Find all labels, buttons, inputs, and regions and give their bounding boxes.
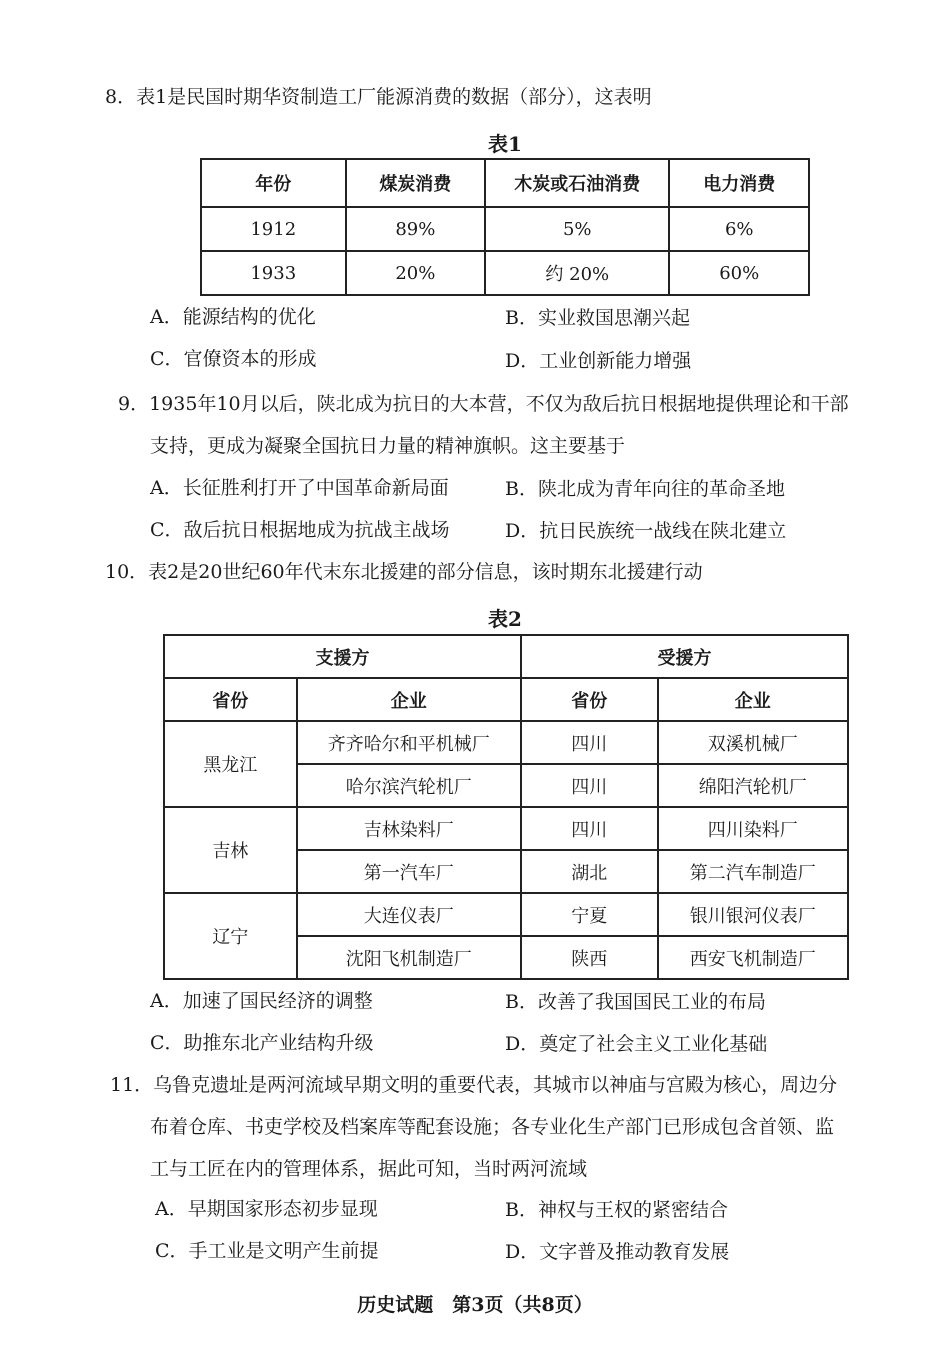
table-cell: 陕西 (521, 936, 658, 979)
question-9-stem-line-2: 支持，更成为凝聚全国抗日力量的精神旗帜。这主要基于 (150, 435, 626, 457)
table-1-header: 木炭或石油消费 (485, 159, 669, 207)
table-row (164, 807, 848, 850)
table-2-group-header: 受援方 (521, 635, 848, 678)
table-row (164, 721, 848, 764)
table-2 (163, 634, 849, 980)
table-cell: 哈尔滨汽轮机厂 (297, 764, 521, 807)
question-10-stem: 10．表2是20世纪60年代末东北援建的部分信息，该时期东北援建行动 (105, 561, 703, 583)
q10-option-d: D．奠定了社会主义工业化基础 (505, 1033, 768, 1055)
table-2-sub-header: 省份 (164, 678, 297, 721)
table-cell: 银川银河仪表厂 (658, 893, 848, 936)
q9-option-b: B．陕北成为青年向往的革命圣地 (505, 478, 785, 500)
table-2-group-header: 支援方 (164, 635, 521, 678)
table-cell: 大连仪表厂 (297, 893, 521, 936)
table-row (164, 893, 848, 936)
table-cell: 1933 (201, 251, 346, 295)
table-cell: 吉林染料厂 (297, 807, 521, 850)
q8-option-c: C．官僚资本的形成 (150, 348, 317, 370)
q11-option-c: C．手工业是文明产生前提 (155, 1240, 379, 1262)
table-cell: 双溪机械厂 (658, 721, 848, 764)
table-cell: 湖北 (521, 850, 658, 893)
table-cell: 四川染料厂 (658, 807, 848, 850)
table-cell: 5% (485, 207, 669, 251)
table-cell: 6% (669, 207, 809, 251)
table-1-header-row (201, 159, 809, 207)
table-2-sub-header: 企业 (297, 678, 521, 721)
q11-option-a: A．早期国家形态初步显现 (155, 1198, 378, 1220)
table-cell: 四川 (521, 807, 658, 850)
table-1-caption: 表1 (488, 132, 522, 156)
table-1-header: 年份 (201, 159, 346, 207)
q10-option-c: C．助推东北产业结构升级 (150, 1032, 374, 1054)
page-footer: 历史试题 第3页（共8页） (357, 1294, 593, 1316)
q8-option-a: A．能源结构的优化 (150, 306, 316, 328)
table-cell: 89% (346, 207, 486, 251)
q8-option-b: B．实业救国思潮兴起 (505, 307, 690, 329)
table-cell: 20% (346, 251, 486, 295)
table-cell: 沈阳飞机制造厂 (297, 936, 521, 979)
table-2-sub-header-row (164, 678, 848, 721)
province-cell: 辽宁 (164, 893, 297, 979)
question-11-stem-line-3: 工与工匠在内的管理体系，据此可知，当时两河流域 (150, 1158, 588, 1180)
q10-option-a: A．加速了国民经济的调整 (150, 990, 373, 1012)
q9-option-a: A．长征胜利打开了中国革命新局面 (150, 477, 449, 499)
table-2-group-header-row (164, 635, 848, 678)
table-cell: 四川 (521, 764, 658, 807)
table-2-caption: 表2 (488, 607, 522, 631)
table-2-sub-header: 企业 (658, 678, 848, 721)
q10-option-b: B．改善了我国国民工业的布局 (505, 991, 766, 1013)
q11-option-d: D．文字普及推动教育发展 (505, 1241, 730, 1263)
table-cell: 第一汽车厂 (297, 850, 521, 893)
q11-option-b: B．神权与王权的紧密结合 (505, 1199, 728, 1221)
q9-option-d: D．抗日民族统一战线在陕北建立 (505, 520, 787, 542)
table-cell: 约 20% (485, 251, 669, 295)
table-row (201, 251, 809, 295)
table-row (201, 207, 809, 251)
question-9-stem-line-1: 9．1935年10月以后，陕北成为抗日的大本营，不仅为敌后抗日根据地提供理论和干部 (118, 393, 849, 415)
q8-option-d: D．工业创新能力增强 (505, 350, 692, 372)
table-cell: 四川 (521, 721, 658, 764)
question-11-stem-line-2: 布着仓库、书吏学校及档案库等配套设施；各专业化生产部门已形成包含首领、监 (150, 1116, 835, 1138)
table-1-header: 电力消费 (669, 159, 809, 207)
table-cell: 60% (669, 251, 809, 295)
table-1 (200, 158, 810, 296)
question-11-stem-line-1: 11．乌鲁克遗址是两河流域早期文明的重要代表，其城市以神庙与宫殿为核心，周边分 (110, 1074, 838, 1096)
table-cell: 绵阳汽轮机厂 (658, 764, 848, 807)
table-cell: 第二汽车制造厂 (658, 850, 848, 893)
province-cell: 吉林 (164, 807, 297, 893)
table-cell: 西安飞机制造厂 (658, 936, 848, 979)
table-cell: 齐齐哈尔和平机械厂 (297, 721, 521, 764)
table-1-header: 煤炭消费 (346, 159, 486, 207)
table-2-sub-header: 省份 (521, 678, 658, 721)
q9-option-c: C．敌后抗日根据地成为抗战主战场 (150, 519, 450, 541)
table-cell: 宁夏 (521, 893, 658, 936)
table-cell: 1912 (201, 207, 346, 251)
question-8-stem: 8．表1是民国时期华资制造工厂能源消费的数据（部分），这表明 (105, 86, 652, 108)
province-cell: 黑龙江 (164, 721, 297, 807)
